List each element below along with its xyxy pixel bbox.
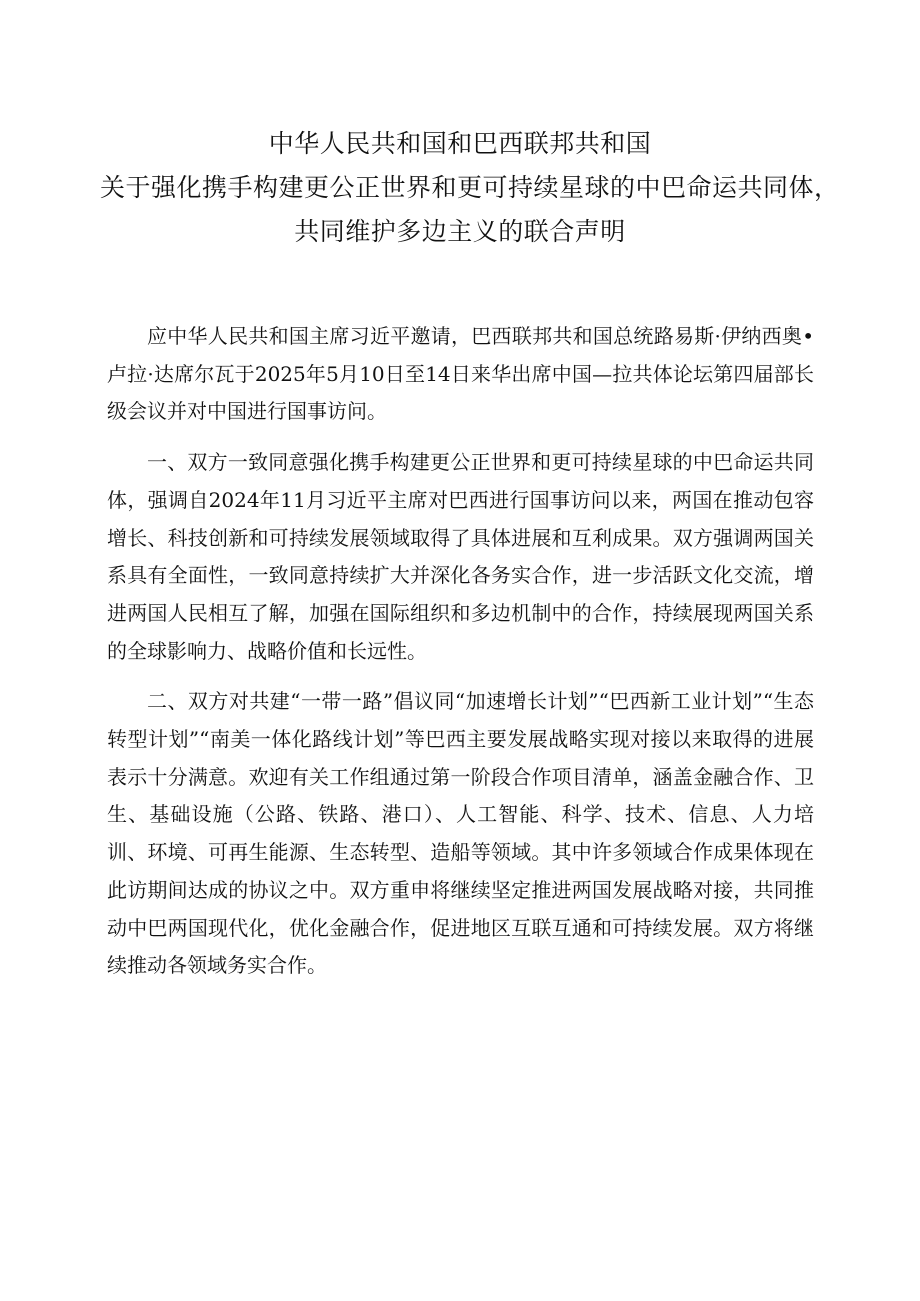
title-line-2: 关于强化携手构建更公正世界和更可持续星球的中巴命运共同体， [100,173,840,202]
paragraph-intro: 应中华人民共和国主席习近平邀请，巴西联邦共和国总统路易斯·伊纳西奥•卢拉·达席尔瓦于2025年5月10日至14日来华出席中国—拉共体论坛第四届部长级会议并对中国进行国事访问。 [107,324,814,424]
paragraph-2: 二、双方对共建“一带一路”倡议同“加速增长计划”“巴西新工业计划”“生态转型计划”“南美一体化路线计划”等巴西主要发展战略实现对接以来取得的进展表示十分满意。欢迎有关工作组通过第一阶段合作项目清单，涵盖金融合作、卫生、基础设施（公路、铁路、港口）、人工智能、科学、技术、信息、人力培训、环境、可再生能源、生态转型、造船等领域。其中许多领域合作成果体现在此访期间达成的协议之中。双方重申将继续坚定推进两国发展战略对接，共同推动中巴两国现代化，优化金融合作，促进地区互联互通和可持续发展。双方将继续推动各领域务实合作。 [107,689,814,978]
document-body [107,318,814,998]
document-title [100,122,840,254]
title-line-1: 中华人民共和国和巴西联邦共和国 [268,129,652,158]
paragraph-1: 一、双方一致同意强化携手构建更公正世界和更可持续星球的中巴命运共同体，强调自2024年11月习近平主席对巴西进行国事访问以来，两国在推动包容增长、科技创新和可持续发展领域取得了具体进展和互利成果。双方强调两国关系具有全面性，一致同意持续扩大并深化各务实合作，进一步活跃文化交流，增进两国人民相互了解，加强在国际组织和多边机制中的合作，持续展现两国关系的全球影响力、战略价值和长远性。 [107,450,814,663]
title-line-3: 共同维护多边主义的联合声明 [294,217,626,246]
